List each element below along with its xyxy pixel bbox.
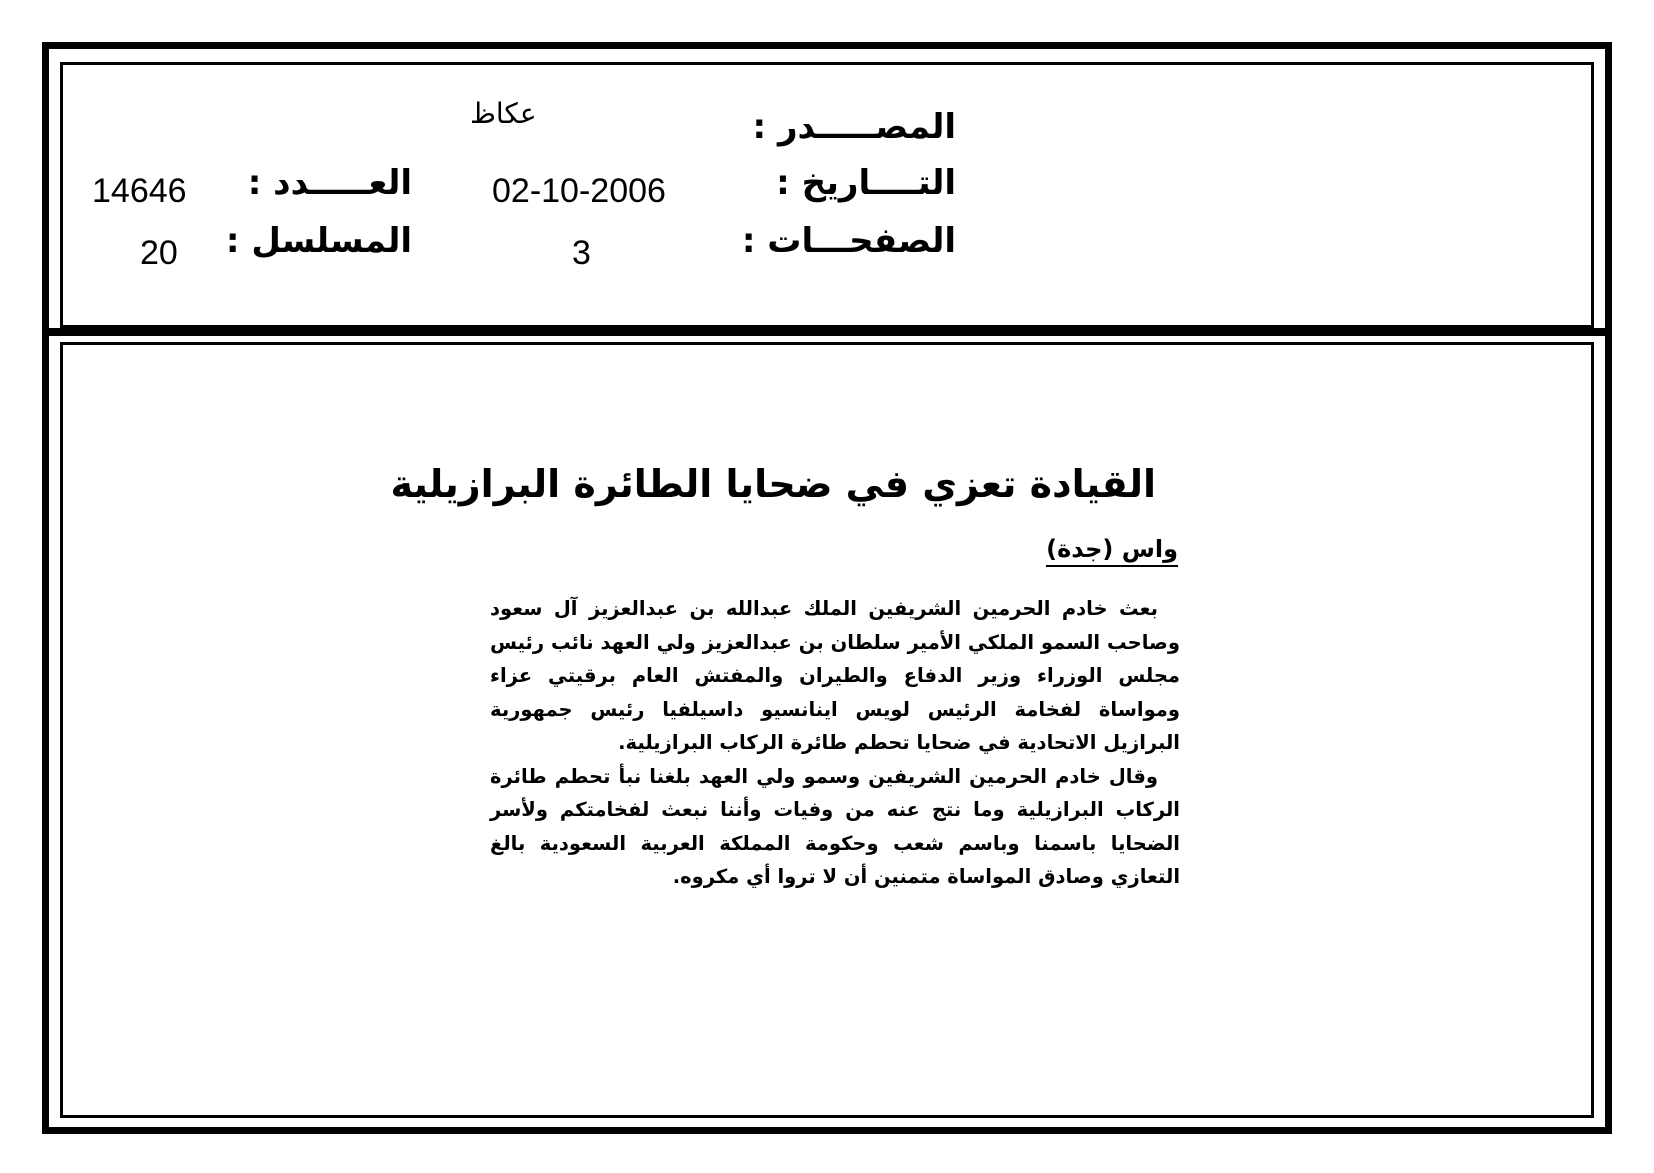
issue-value: 14646 (92, 172, 187, 210)
article-byline: واس (جدة) (1046, 535, 1178, 567)
source-value: عكاظ (470, 97, 537, 130)
serial-value: 20 (140, 234, 178, 272)
pages-label: الصفحـــات : (741, 221, 956, 261)
article-paragraph: وقال خادم الحرمين الشريفين وسمو ولي العهد بلغنا نبأ تحطم طائرة الركاب البرازيلية وما نتج عنه من وفيات وأننا نبعث لفخامتكم ولأسر الضحايا باسمنا وباسم شعب وحكومة المملكة العربية السعودية بالغ التعازي وصادق المواساة متمنين أن لا تروا أي مكروه. (490, 764, 1180, 888)
serial-label: المسلسل : (225, 221, 412, 261)
article-paragraph: بعث خادم الحرمين الشريفين الملك عبدالله بن عبدالعزيز آل سعود وصاحب السمو الملكي الأمير سلطان بن عبدالعزيز ولي العهد نائب رئيس مجلس الوزراء وزير الدفاع والطيران والمفتش العام برقيتي عزاء ومواساة لفخامة الرئيس لويس اينانسيو داسيلفيا رئيس جمهورية البرازيل الاتحادية في ضحايا تحطم طائرة الركاب البرازيلية. (490, 597, 1180, 754)
issue-label: العـــــدد : (247, 163, 412, 203)
header-divider (49, 328, 1605, 336)
date-label: التــــاريخ : (776, 163, 956, 203)
article-body (490, 592, 1180, 894)
pages-value: 3 (572, 234, 591, 272)
article-title: القيادة تعزي في ضحايا الطائرة البرازيلية (390, 462, 1156, 506)
source-label: المصـــــدر : (752, 107, 956, 147)
date-value: 02-10-2006 (492, 172, 666, 210)
